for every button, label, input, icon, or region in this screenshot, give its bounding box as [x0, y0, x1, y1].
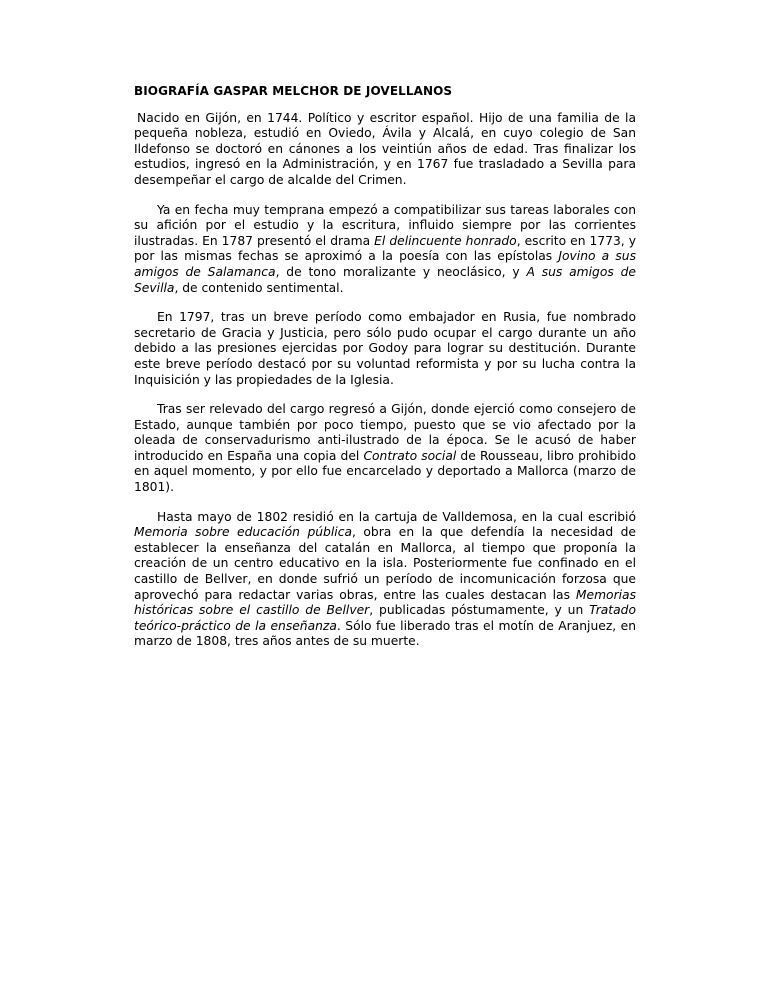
italic-title-run: A sus amigos de Sevilla — [134, 264, 636, 295]
text-run: Hasta mayo de 1802 residió en la cartuja de Valldemosa, en la cual escribió — [157, 509, 636, 524]
paragraph-5 — [134, 510, 636, 650]
text-run: Tras ser relevado del cargo regresó a Gijón, donde ejerció como consejero de Estado, aunque también por poco tiempo, puesto que se vio afectado por la oleada de conservadurismo anti-ilustrado de la época. Se le acusó de haber introducido en España una copia del — [134, 402, 636, 463]
text-run: , obra en la que defendía la necesidad de establecer la enseñanza del catalán en Mallorca, al tiempo que proponía la creación de un centro educativo en la isla. Posteriormente fue confinado en el castillo de Bellver, en donde sufrió un período de incomunicación forzosa que aprovechó para redactar varias obras, entre las cuales destacan las — [134, 525, 636, 602]
text-run: En 1797, tras un breve período como embajador en Rusia, fue nombrado secretario de Gracia y Justicia, pero sólo pudo ocupar el cargo durante un año debido a las presiones ejercidas por Godoy para lograr su destitución. Durante este breve período destacó por su voluntad reformista y por su lucha contra la Inquisición y las propiedades de la Iglesia. — [134, 310, 636, 387]
document-page — [134, 84, 636, 664]
text-run: , publicadas póstumamente, y un — [369, 603, 590, 618]
text-run: , de tono moralizante y neoclásico, y — [275, 264, 527, 279]
italic-title-run: El delincuente honrado — [374, 233, 517, 248]
paragraph-1 — [134, 111, 636, 189]
document-title: BIOGRAFÍA GASPAR MELCHOR DE JOVELLANOS — [134, 84, 453, 98]
paragraph-4 — [134, 402, 636, 496]
text-run: Nacido en Gijón, en 1744. Político y escritor español. Hijo de una familia de la pequeña nobleza, estudió en Oviedo, Ávila y Alcalá, en cuyo colegio de San Ildefonso se doctoró en cánones a los veintiún años de edad. Tras finalizar los estudios, ingresó en la Administración, y en 1767 fue trasladado a Sevilla para desempeñar el cargo de alcalde del Crimen. — [134, 110, 636, 187]
paragraph-2 — [134, 203, 636, 297]
italic-title-run: Jovino a sus amigos de Salamanca — [134, 249, 636, 279]
text-run: , de contenido sentimental. — [174, 280, 344, 295]
italic-title-run: Memorias históricas sobre el castillo de Bellver — [134, 587, 636, 618]
text-run: , escrito en 1773, y por las mismas fechas se aproximó a la poesía con las epístolas — [134, 233, 637, 264]
italic-title-run: Memoria sobre educación pública — [134, 525, 352, 540]
text-run: Ya en fecha muy temprana empezó a compatibilizar sus tareas laborales con su afición por el estudio y la escritura, influido siempre por las corrientes ilustradas. En 1787 presentó el drama — [134, 202, 636, 248]
italic-title-run: Contrato social — [363, 448, 457, 463]
text-run: de Rousseau, libro prohibido en aquel momento, y por ello fue encarcelado y deportado a Mallorca (marzo de 1801). — [134, 448, 636, 495]
italic-title-run: Tratado teórico-práctico de la enseñanza — [134, 603, 636, 633]
text-run: . Sólo fue liberado tras el motín de Aranjuez, en marzo de 1808, tres años antes de su muerte. — [134, 618, 637, 649]
paragraph-3 — [134, 310, 636, 388]
